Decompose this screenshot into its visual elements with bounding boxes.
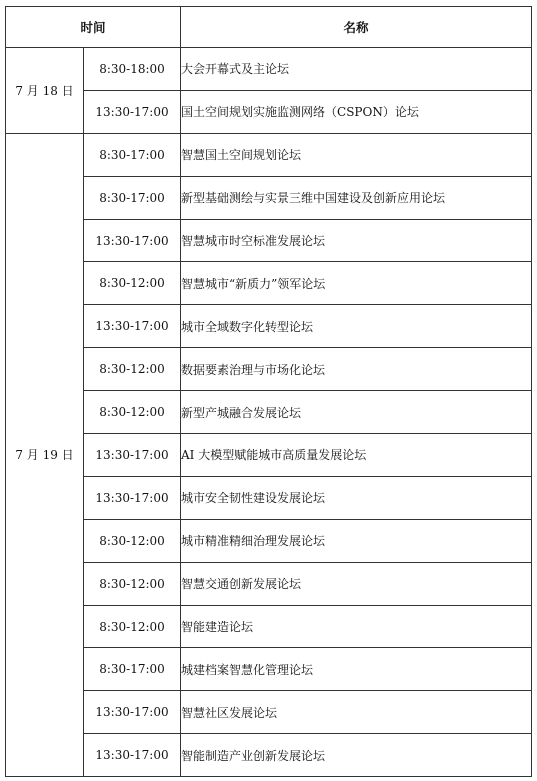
table-row <box>6 605 532 648</box>
table-row <box>6 434 532 477</box>
session-name-cell: 数据要素治理与市场化论坛 <box>181 348 532 391</box>
session-name-cell: 智能制造产业创新发展论坛 <box>181 734 532 777</box>
table-row <box>6 648 532 691</box>
header-name: 名称 <box>181 7 532 48</box>
table-row <box>6 562 532 605</box>
time-cell: 8:30-17:00 <box>84 133 181 176</box>
time-cell: 8:30-18:00 <box>84 48 181 91</box>
table-row <box>6 519 532 562</box>
header-time: 时间 <box>6 7 181 48</box>
session-name-cell: 大会开幕式及主论坛 <box>181 48 532 91</box>
session-name-cell: 智慧城市“新质力”领军论坛 <box>181 262 532 305</box>
date-cell: 7 月 18 日 <box>6 48 84 134</box>
date-cell: 7 月 19 日 <box>6 133 84 776</box>
session-name-cell: 城市精准精细治理发展论坛 <box>181 519 532 562</box>
time-cell: 13:30-17:00 <box>84 219 181 262</box>
table-row <box>6 348 532 391</box>
time-cell: 8:30-12:00 <box>84 562 181 605</box>
session-name-cell: 智能建造论坛 <box>181 605 532 648</box>
time-cell: 8:30-17:00 <box>84 176 181 219</box>
time-cell: 13:30-17:00 <box>84 734 181 777</box>
table-row <box>6 262 532 305</box>
session-name-cell: 智慧交通创新发展论坛 <box>181 562 532 605</box>
table-row <box>6 133 532 176</box>
time-cell: 8:30-12:00 <box>84 262 181 305</box>
time-cell: 8:30-12:00 <box>84 519 181 562</box>
time-cell: 13:30-17:00 <box>84 305 181 348</box>
session-name-cell: 城市全域数字化转型论坛 <box>181 305 532 348</box>
table-row <box>6 476 532 519</box>
time-cell: 13:30-17:00 <box>84 434 181 477</box>
table-row <box>6 305 532 348</box>
session-name-cell: 国土空间规划实施监测网络（CSPON）论坛 <box>181 90 532 133</box>
session-name-cell: 城市安全韧性建设发展论坛 <box>181 476 532 519</box>
session-name-cell: 智慧城市时空标准发展论坛 <box>181 219 532 262</box>
time-cell: 13:30-17:00 <box>84 90 181 133</box>
session-name-cell: 智慧国土空间规划论坛 <box>181 133 532 176</box>
header-row <box>6 7 532 48</box>
time-cell: 8:30-17:00 <box>84 648 181 691</box>
table-row <box>6 48 532 91</box>
time-cell: 13:30-17:00 <box>84 476 181 519</box>
session-name-cell: 新型产城融合发展论坛 <box>181 391 532 434</box>
table-row <box>6 691 532 734</box>
time-cell: 8:30-12:00 <box>84 348 181 391</box>
time-cell: 8:30-12:00 <box>84 605 181 648</box>
table-row <box>6 391 532 434</box>
session-name-cell: 城建档案智慧化管理论坛 <box>181 648 532 691</box>
table-row <box>6 90 532 133</box>
time-cell: 8:30-12:00 <box>84 391 181 434</box>
session-name-cell: 新型基础测绘与实景三维中国建设及创新应用论坛 <box>181 176 532 219</box>
time-cell: 13:30-17:00 <box>84 691 181 734</box>
session-name-cell: AI 大模型赋能城市高质量发展论坛 <box>181 434 532 477</box>
session-name-cell: 智慧社区发展论坛 <box>181 691 532 734</box>
table-row <box>6 176 532 219</box>
schedule-table <box>5 6 532 777</box>
table-row <box>6 734 532 777</box>
table-row <box>6 219 532 262</box>
